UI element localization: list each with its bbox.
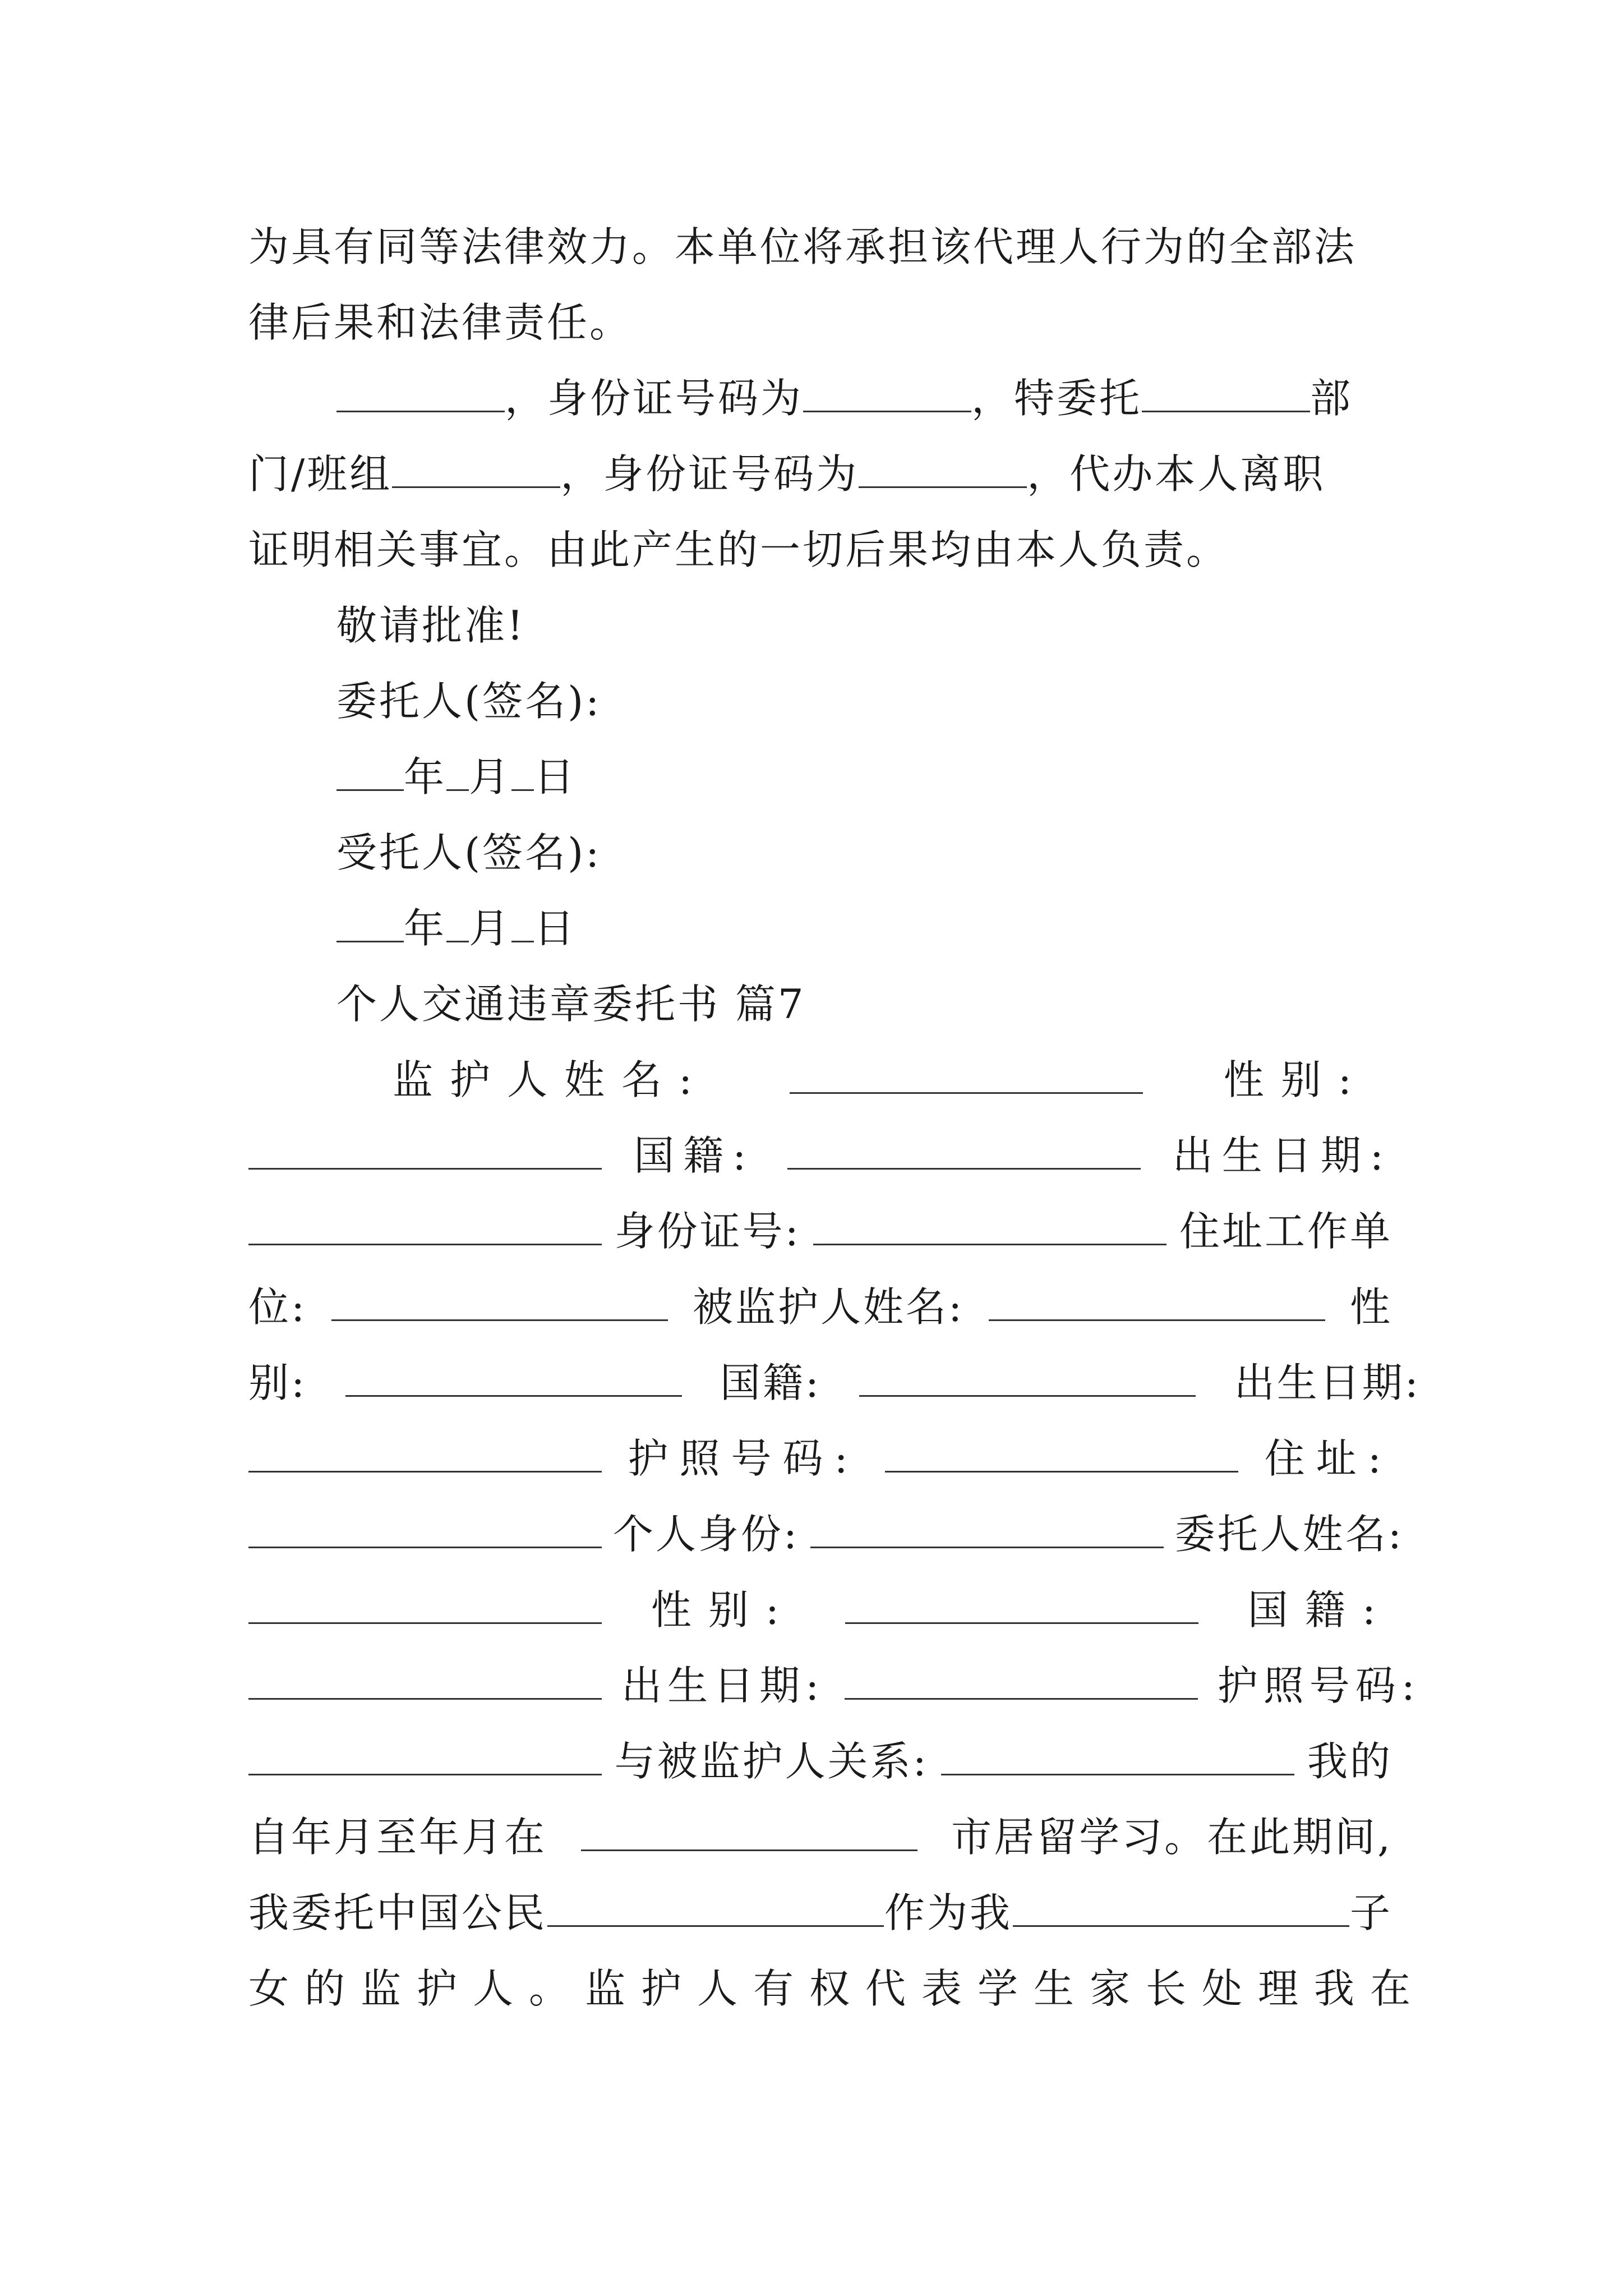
text-segment: 自年月至年月在 (248, 1814, 547, 1861)
fill-blank (446, 750, 469, 791)
fill-blank (248, 1507, 602, 1548)
form-line (248, 1583, 1393, 1637)
field-label: 位: (248, 1283, 307, 1331)
fill-blank (345, 1356, 682, 1397)
field-label: 性 (1349, 1283, 1393, 1331)
field-label: 被监护人姓名: (692, 1283, 965, 1331)
fill-blank (787, 1129, 1141, 1170)
field-label: 个人身份: (612, 1511, 800, 1558)
field-label: 国籍: (1247, 1586, 1393, 1634)
form-line (248, 1659, 1421, 1713)
text-segment: 门/班组 (248, 450, 393, 498)
field-label: 国籍: (634, 1132, 755, 1179)
text-segment: 年 (404, 905, 447, 952)
fill-blank (859, 447, 1027, 488)
text-segment: ，特委托 (971, 375, 1142, 422)
text-segment: 市居留学习。在此期间, (951, 1814, 1393, 1861)
fill-blank (1013, 1886, 1349, 1927)
field-label: 委托人姓名: (1174, 1511, 1404, 1558)
fill-blank (790, 1053, 1143, 1094)
text-segment: 年 (404, 753, 447, 800)
form-line (248, 1734, 1393, 1788)
fill-blank (845, 1583, 1198, 1624)
fill-blank (941, 1734, 1294, 1775)
fill-blank (1142, 371, 1310, 412)
field-label: 国籍: (720, 1359, 822, 1406)
fill-blank (989, 1280, 1325, 1321)
text-line (336, 371, 1481, 425)
fill-blank (336, 371, 505, 412)
text-segment: 我委托中国公民 (248, 1889, 547, 1936)
fill-blank (511, 750, 534, 791)
fill-blank (810, 1507, 1164, 1548)
fill-blank (813, 1204, 1166, 1245)
text-segment: 我的 (1307, 1738, 1393, 1785)
fill-blank (248, 1432, 602, 1473)
form-line (393, 1053, 1368, 1107)
field-label: 护照号码: (628, 1435, 859, 1482)
text-line: 证明相关事宜。由此产生的一切后果均由本人负责。 (248, 526, 1229, 573)
form-line (248, 1280, 1393, 1334)
field-label: 与被监护人关系: (614, 1738, 929, 1785)
text-line (248, 1886, 1393, 1940)
text-segment: 部 (1310, 375, 1353, 422)
field-label: 护照号码: (1217, 1662, 1421, 1709)
text-line: 为具有同等法律效力。本单位将承担该代理人行为的全部法 (248, 223, 1357, 270)
fill-blank (803, 371, 971, 412)
field-label: 出生日期: (1172, 1132, 1393, 1179)
text-line: 律后果和法律责任。 (248, 299, 633, 346)
form-line (248, 1356, 1421, 1410)
fill-blank (248, 1583, 602, 1624)
agent-signature-label: 受托人(签名): (336, 829, 602, 876)
field-label: 住址: (1264, 1435, 1393, 1482)
fill-blank (511, 901, 534, 942)
fill-blank (392, 447, 560, 488)
text-segment: 日 (534, 753, 577, 800)
fill-blank (248, 1204, 602, 1245)
field-label: 出生日期: (621, 1662, 825, 1709)
fill-blank (331, 1280, 668, 1321)
fill-blank (885, 1432, 1238, 1473)
fill-blank (336, 901, 404, 942)
form-line (248, 1432, 1393, 1485)
fill-blank (547, 1886, 884, 1927)
text-line: 敬请批准! (336, 602, 525, 649)
text-line (248, 1810, 1393, 1864)
principal-signature-label: 委托人(签名): (336, 678, 602, 725)
text-segment: 日 (534, 905, 577, 952)
field-label: 性别: (1223, 1056, 1368, 1103)
form-line (248, 1204, 1393, 1258)
field-label: 身份证号: (614, 1208, 801, 1255)
text-segment: ，身份证号码为 (560, 450, 859, 498)
fill-blank (248, 1129, 602, 1170)
field-label: 住址工作单 (1179, 1208, 1393, 1255)
field-label: 出生日期: (1234, 1359, 1421, 1406)
fill-blank (581, 1810, 917, 1851)
date-line (336, 901, 1481, 955)
text-line: 女的监护人。监护人有权代表学生家长处理我在 (248, 1965, 1427, 2012)
fill-blank (859, 1356, 1196, 1397)
text-line (248, 447, 1393, 501)
section-title: 个人交通违章委托书 篇7 (336, 981, 806, 1028)
text-segment: ，身份证号码为 (505, 375, 804, 422)
field-label: 性别: (651, 1586, 796, 1634)
form-line (248, 1507, 1404, 1561)
field-label: 监护人姓名: (393, 1056, 709, 1103)
text-segment: 子 (1349, 1889, 1393, 1936)
fill-blank (248, 1734, 602, 1775)
date-line (336, 750, 1481, 804)
field-label: 别: (248, 1359, 307, 1406)
fill-blank (845, 1659, 1198, 1700)
form-line (248, 1129, 1393, 1182)
text-segment: 月 (469, 905, 512, 952)
text-segment: 作为我 (884, 1889, 1012, 1936)
fill-blank (446, 901, 469, 942)
fill-blank (248, 1659, 602, 1700)
fill-blank (336, 750, 404, 791)
text-segment: ，代办本人离职 (1027, 450, 1326, 498)
text-segment: 月 (469, 753, 512, 800)
